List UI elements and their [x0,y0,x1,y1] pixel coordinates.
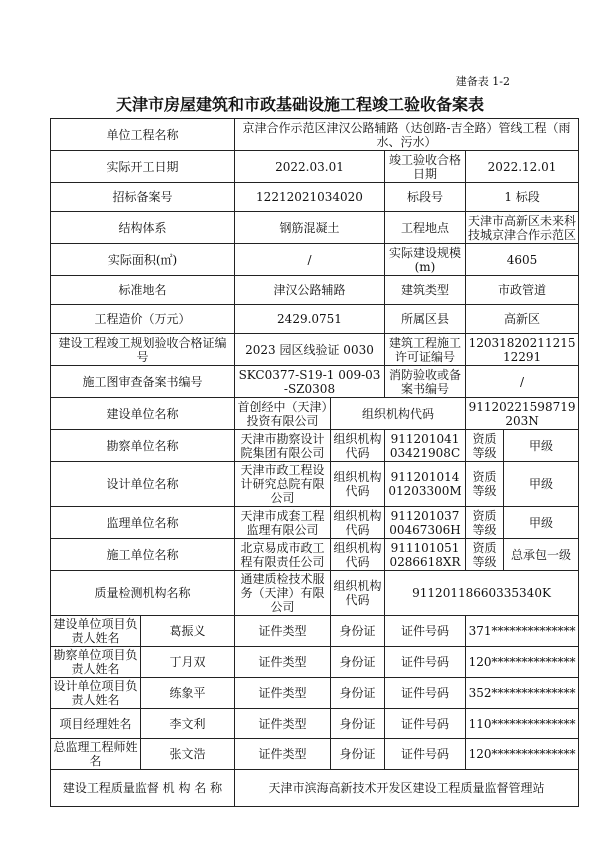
chief-supervisor-id: 120************** [466,739,579,770]
standard-address-value: 津汉公路辅路 [235,276,385,305]
quality-test-org-code-value: 91120118660335340K [385,571,579,616]
design-name-value: 天津市政工程设计研究总院有限公司 [235,462,331,507]
survey-pm-id: 120************** [466,647,579,678]
design-org-code-value: 91120101401203300M [385,462,466,507]
quality-test-org-code-label: 组织机构代码 [331,571,385,616]
cert-type-value: 身份证 [331,678,385,709]
cert-no-label: 证件号码 [385,678,466,709]
survey-org-code-value: 91120104103421908C [385,430,466,462]
design-qual-value: 甲级 [504,462,579,507]
cert-type-value: 身份证 [331,739,385,770]
cert-no-label: 证件号码 [385,616,466,647]
table-row [51,709,579,739]
table-row [51,571,579,616]
building-type-value: 市政管道 [466,276,579,305]
cert-no-label: 证件号码 [385,709,466,739]
builder-pm-label: 建设单位项目负责人姓名 [51,616,141,647]
cert-type-value: 身份证 [331,647,385,678]
survey-label: 勘察单位名称 [51,430,235,462]
cert-no-label: 证件号码 [385,739,466,770]
section-no-label: 标段号 [385,183,466,212]
supervision-name-value: 天津市成套工程监理有限公司 [235,507,331,539]
acceptance-record-table [50,118,579,807]
drawing-review-no-value: SKC0377-S19-1 009-03-SZ0308 [235,366,385,398]
table-row [51,430,579,462]
builder-pm-id: 371************** [466,616,579,647]
survey-pm-label: 勘察单位项目负责人姓名 [51,647,141,678]
chief-supervisor-label: 总监理工程师姓名 [51,739,141,770]
structure-value: 钢筋混凝土 [235,212,385,244]
supervision-label: 监理单位名称 [51,507,235,539]
actual-start-date-value: 2022.03.01 [235,151,385,183]
design-pm-name: 练象平 [141,678,235,709]
project-manager-id: 110************** [466,709,579,739]
table-row [51,183,579,212]
construction-org-code-label: 组织机构代码 [331,539,385,571]
builder-org-code-value: 91120221598719 203N [466,398,579,430]
actual-area-value: / [235,244,385,276]
design-pm-id: 352************** [466,678,579,709]
supervision-qual-value: 甲级 [504,507,579,539]
construction-label: 施工单位名称 [51,539,235,571]
design-org-code-label: 组织机构代码 [331,462,385,507]
survey-name-value: 天津市勘察设计院集团有限公司 [235,430,331,462]
building-type-label: 建筑类型 [385,276,466,305]
construction-permit-no-label: 建筑工程施工许可证编号 [385,334,466,366]
project-cost-label: 工程造价（万元） [51,305,235,334]
project-manager-name: 李文利 [141,709,235,739]
chief-supervisor-name: 张文浩 [141,739,235,770]
tender-record-no-label: 招标备案号 [51,183,235,212]
table-row [51,462,579,507]
unit-project-name-label: 单位工程名称 [51,119,235,151]
project-site-label: 工程地点 [385,212,466,244]
actual-start-date-label: 实际开工日期 [51,151,235,183]
quality-test-label: 质量检测机构名称 [51,571,235,616]
table-row [51,507,579,539]
project-manager-label: 项目经理姓名 [51,709,141,739]
cert-type-value: 身份证 [331,709,385,739]
tender-record-no-value: 12212021034020 [235,183,385,212]
design-label: 设计单位名称 [51,462,235,507]
supervision-agency-label: 建设工程质量监督 机 构 名 称 [51,770,235,807]
table-row [51,119,579,151]
survey-pm-name: 丁月双 [141,647,235,678]
cert-type-label: 证件类型 [235,709,331,739]
district-label: 所属区县 [385,305,466,334]
table-row [51,334,579,366]
supervision-org-code-value: 91120103700467306H [385,507,466,539]
cert-no-label: 证件号码 [385,647,466,678]
builder-label: 建设单位名称 [51,398,235,430]
supervision-qual-label: 资质等级 [466,507,504,539]
design-qual-label: 资质等级 [466,462,504,507]
drawing-review-no-label: 施工图审查备案书编号 [51,366,235,398]
cert-type-label: 证件类型 [235,647,331,678]
table-row [51,739,579,770]
supervision-org-code-label: 组织机构代码 [331,507,385,539]
table-row [51,539,579,571]
table-row [51,398,579,430]
table-row [51,678,579,709]
standard-address-label: 标准地名 [51,276,235,305]
planning-cert-no-label: 建设工程竣工规划验收合格证编号 [51,334,235,366]
table-row [51,276,579,305]
construction-qual-value: 总承包一级 [504,539,579,571]
table-row [51,647,579,678]
cert-type-value: 身份证 [331,616,385,647]
structure-label: 结构体系 [51,212,235,244]
survey-qual-value: 甲级 [504,430,579,462]
quality-test-name-value: 通建质检技术服务（天津）有限公司 [235,571,331,616]
actual-area-label: 实际面积(㎡) [51,244,235,276]
unit-project-name-value: 京津合作示范区津汉公路辅路（达创路-吉全路）管线工程（雨水、污水） [235,119,579,151]
acceptance-date-label: 竣工验收合格日期 [385,151,466,183]
section-no-value: 1 标段 [466,183,579,212]
project-cost-value: 2429.0751 [235,305,385,334]
fire-record-no-label: 消防验收或备案书编号 [385,366,466,398]
builder-name-value: 首创经中（天津）投资有限公司 [235,398,331,430]
project-site-value: 天津市高新区未来科技城京津合作示范区 [466,212,579,244]
page-title: 天津市房屋建筑和市政基础设施工程竣工验收备案表 [115,95,484,114]
construction-org-code-value: 9111010510286618XR [385,539,466,571]
acceptance-date-value: 2022.12.01 [466,151,579,183]
cert-type-label: 证件类型 [235,678,331,709]
actual-scale-value: 4605 [466,244,579,276]
table-row [51,212,579,244]
fire-record-no-value: / [466,366,579,398]
supervision-agency-value: 天津市滨海高新技术开发区建设工程质量监督管理站 [235,770,579,807]
actual-scale-label: 实际建设规模(m) [385,244,466,276]
cert-type-label: 证件类型 [235,739,331,770]
construction-qual-label: 资质等级 [466,539,504,571]
planning-cert-no-value: 2023 园区线验证 0030 [235,334,385,366]
builder-pm-name: 葛振义 [141,616,235,647]
design-pm-label: 设计单位项目负责人姓名 [51,678,141,709]
builder-org-code-label: 组织机构代码 [331,398,466,430]
construction-name-value: 北京易成市政工程有限责任公司 [235,539,331,571]
table-row [51,366,579,398]
table-row [51,305,579,334]
table-row [51,770,579,807]
construction-permit-no-value: 12031820211215 12291 [466,334,579,366]
form-code: 建备表 1-2 [455,75,510,88]
district-value: 高新区 [466,305,579,334]
survey-qual-label: 资质等级 [466,430,504,462]
table-row [51,151,579,183]
cert-type-label: 证件类型 [235,616,331,647]
table-row [51,244,579,276]
survey-org-code-label: 组织机构代码 [331,430,385,462]
table-row [51,616,579,647]
